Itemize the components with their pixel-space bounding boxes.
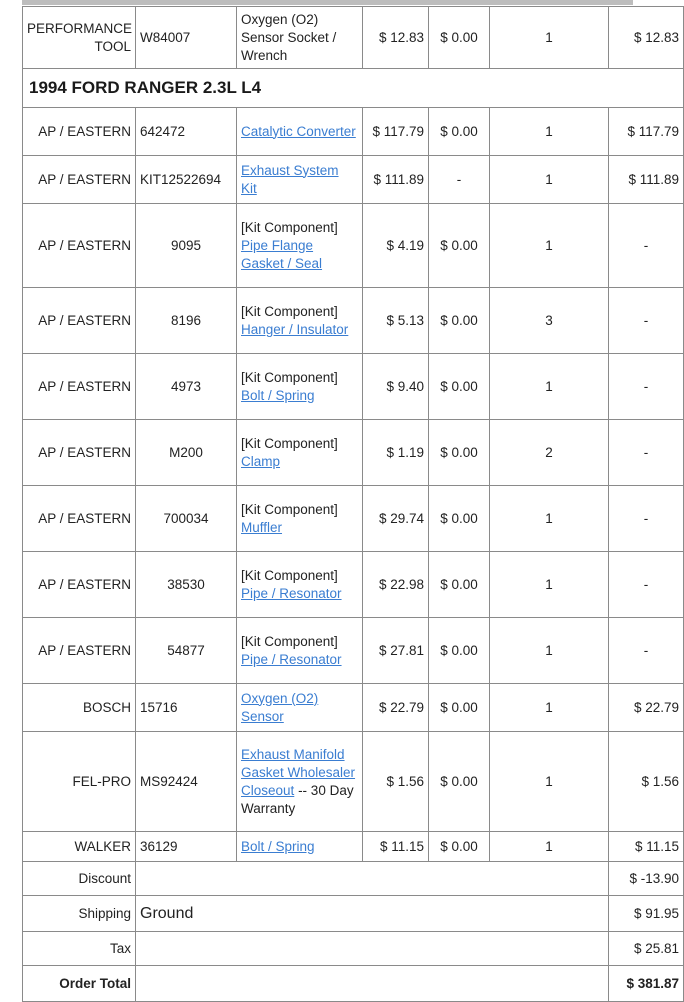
brand-cell: FEL-PRO — [23, 732, 136, 832]
price-cell: $ 1.56 — [363, 732, 429, 832]
product-link[interactable]: Hanger / Insulator — [241, 321, 349, 337]
product-link[interactable]: Bolt / Spring — [241, 838, 315, 854]
description-cell — [237, 420, 363, 486]
brand-cell: AP / EASTERN — [23, 156, 136, 204]
brand-cell: PERFORMANCE TOOL — [23, 7, 136, 69]
top-border — [22, 0, 633, 5]
product-link[interactable]: Muffler — [241, 519, 283, 535]
kit-component-prefix: [Kit Component] — [241, 435, 338, 451]
brand-cell: BOSCH — [23, 684, 136, 732]
part-number-cell: W84007 — [136, 7, 237, 69]
total-cell: - — [609, 204, 684, 288]
table-row — [23, 832, 684, 862]
description-cell — [237, 108, 363, 156]
core-cell: - — [429, 156, 490, 204]
total-cell: - — [609, 354, 684, 420]
shipping-method: Ground — [136, 896, 609, 932]
part-number-cell: 8196 — [136, 288, 237, 354]
kit-component-prefix: [Kit Component] — [241, 219, 338, 235]
description-cell — [237, 732, 363, 832]
qty-cell: 1 — [490, 618, 609, 684]
price-cell: $ 117.79 — [363, 108, 429, 156]
kit-component-prefix: [Kit Component] — [241, 633, 338, 649]
order-total-value: $ 381.87 — [609, 966, 684, 1002]
price-cell: $ 4.19 — [363, 204, 429, 288]
description-cell — [237, 354, 363, 420]
price-cell: $ 22.79 — [363, 684, 429, 732]
table-row — [23, 108, 684, 156]
core-cell: $ 0.00 — [429, 7, 490, 69]
discount-row — [23, 862, 684, 896]
core-cell: $ 0.00 — [429, 108, 490, 156]
qty-cell: 1 — [490, 552, 609, 618]
core-cell: $ 0.00 — [429, 832, 490, 862]
kit-component-prefix: [Kit Component] — [241, 567, 338, 583]
core-cell: $ 0.00 — [429, 486, 490, 552]
qty-cell: 1 — [490, 108, 609, 156]
description-cell — [237, 288, 363, 354]
price-cell: $ 9.40 — [363, 354, 429, 420]
price-cell: $ 111.89 — [363, 156, 429, 204]
qty-cell: 1 — [490, 732, 609, 832]
shipping-row — [23, 896, 684, 932]
order-table — [22, 6, 684, 1002]
table-row — [23, 552, 684, 618]
discount-label: Discount — [23, 862, 136, 896]
qty-cell: 1 — [490, 354, 609, 420]
description-cell — [237, 486, 363, 552]
brand-cell: AP / EASTERN — [23, 618, 136, 684]
qty-cell: 1 — [490, 832, 609, 862]
core-cell: $ 0.00 — [429, 618, 490, 684]
part-number-cell: 36129 — [136, 832, 237, 862]
part-number-cell: KIT12522694 — [136, 156, 237, 204]
table-row — [23, 288, 684, 354]
total-cell: $ 12.83 — [609, 7, 684, 69]
part-number-cell: 700034 — [136, 486, 237, 552]
price-cell: $ 12.83 — [363, 7, 429, 69]
table-row — [23, 420, 684, 486]
total-cell: $ 22.79 — [609, 684, 684, 732]
qty-cell: 2 — [490, 420, 609, 486]
description-cell — [237, 552, 363, 618]
part-number-cell: 38530 — [136, 552, 237, 618]
part-number-cell: 9095 — [136, 204, 237, 288]
tax-label: Tax — [23, 932, 136, 966]
core-cell: $ 0.00 — [429, 354, 490, 420]
product-link[interactable]: Exhaust System Kit — [241, 162, 339, 196]
core-cell: $ 0.00 — [429, 684, 490, 732]
table-row — [23, 156, 684, 204]
brand-cell: AP / EASTERN — [23, 204, 136, 288]
brand-cell: AP / EASTERN — [23, 552, 136, 618]
description-cell — [237, 156, 363, 204]
price-cell: $ 1.19 — [363, 420, 429, 486]
total-cell: $ 111.89 — [609, 156, 684, 204]
total-cell: - — [609, 552, 684, 618]
shipping-label: Shipping — [23, 896, 136, 932]
tax-value: $ 25.81 — [609, 932, 684, 966]
table-row — [23, 732, 684, 832]
qty-cell: 3 — [490, 288, 609, 354]
order-total-label: Order Total — [23, 966, 136, 1002]
kit-component-prefix: [Kit Component] — [241, 303, 338, 319]
product-link[interactable]: Pipe / Resonator — [241, 585, 342, 601]
brand-cell: WALKER — [23, 832, 136, 862]
core-cell: $ 0.00 — [429, 552, 490, 618]
product-link[interactable]: Catalytic Converter — [241, 123, 356, 139]
description-cell: Oxygen (O2) Sensor Socket / Wrench — [237, 7, 363, 69]
qty-cell: 1 — [490, 156, 609, 204]
price-cell: $ 27.81 — [363, 618, 429, 684]
core-cell: $ 0.00 — [429, 204, 490, 288]
table-row — [23, 204, 684, 288]
total-cell: $ 117.79 — [609, 108, 684, 156]
order-total-row — [23, 966, 684, 1002]
table-row — [23, 684, 684, 732]
part-number-cell: M200 — [136, 420, 237, 486]
price-cell: $ 29.74 — [363, 486, 429, 552]
part-number-cell: 54877 — [136, 618, 237, 684]
product-link[interactable]: Exhaust Manifold Gasket Wholesaler Closeout — [241, 746, 356, 798]
part-number-cell: 642472 — [136, 108, 237, 156]
brand-cell: AP / EASTERN — [23, 108, 136, 156]
total-cell: - — [609, 420, 684, 486]
vehicle-section-title: 1994 FORD RANGER 2.3L L4 — [23, 69, 684, 108]
warranty-note: -- 30 Day Warranty — [241, 782, 354, 816]
description-cell — [237, 618, 363, 684]
total-cell: $ 1.56 — [609, 732, 684, 832]
discount-value: $ -13.90 — [609, 862, 684, 896]
brand-cell: AP / EASTERN — [23, 486, 136, 552]
product-link[interactable]: Oxygen (O2) Sensor — [241, 690, 319, 724]
qty-cell: 1 — [490, 7, 609, 69]
brand-cell: AP / EASTERN — [23, 420, 136, 486]
brand-cell: AP / EASTERN — [23, 288, 136, 354]
description-cell — [237, 684, 363, 732]
order-total-spacer — [136, 966, 609, 1002]
core-cell: $ 0.00 — [429, 420, 490, 486]
price-cell: $ 11.15 — [363, 832, 429, 862]
product-link[interactable]: Bolt / Spring — [241, 387, 315, 403]
table-row — [23, 7, 684, 69]
brand-cell: AP / EASTERN — [23, 354, 136, 420]
tax-spacer — [136, 932, 609, 966]
price-cell: $ 5.13 — [363, 288, 429, 354]
total-cell: - — [609, 486, 684, 552]
product-link[interactable]: Pipe / Resonator — [241, 651, 342, 667]
product-link[interactable]: Clamp — [241, 453, 281, 469]
vehicle-section-row — [23, 69, 684, 108]
shipping-value: $ 91.95 — [609, 896, 684, 932]
kit-component-prefix: [Kit Component] — [241, 501, 338, 517]
description-cell — [237, 204, 363, 288]
part-number-cell: 15716 — [136, 684, 237, 732]
qty-cell: 1 — [490, 684, 609, 732]
price-cell: $ 22.98 — [363, 552, 429, 618]
part-number-cell: MS92424 — [136, 732, 237, 832]
total-cell: - — [609, 618, 684, 684]
discount-spacer — [136, 862, 609, 896]
tax-row — [23, 932, 684, 966]
qty-cell: 1 — [490, 486, 609, 552]
total-cell: $ 11.15 — [609, 832, 684, 862]
table-row — [23, 486, 684, 552]
table-row — [23, 618, 684, 684]
order-frame — [22, 0, 679, 1000]
core-cell: $ 0.00 — [429, 288, 490, 354]
kit-component-prefix: [Kit Component] — [241, 369, 338, 385]
product-link[interactable]: Pipe Flange Gasket / Seal — [241, 237, 323, 271]
part-number-cell: 4973 — [136, 354, 237, 420]
core-cell: $ 0.00 — [429, 732, 490, 832]
total-cell: - — [609, 288, 684, 354]
table-row — [23, 354, 684, 420]
qty-cell: 1 — [490, 204, 609, 288]
description-cell — [237, 832, 363, 862]
